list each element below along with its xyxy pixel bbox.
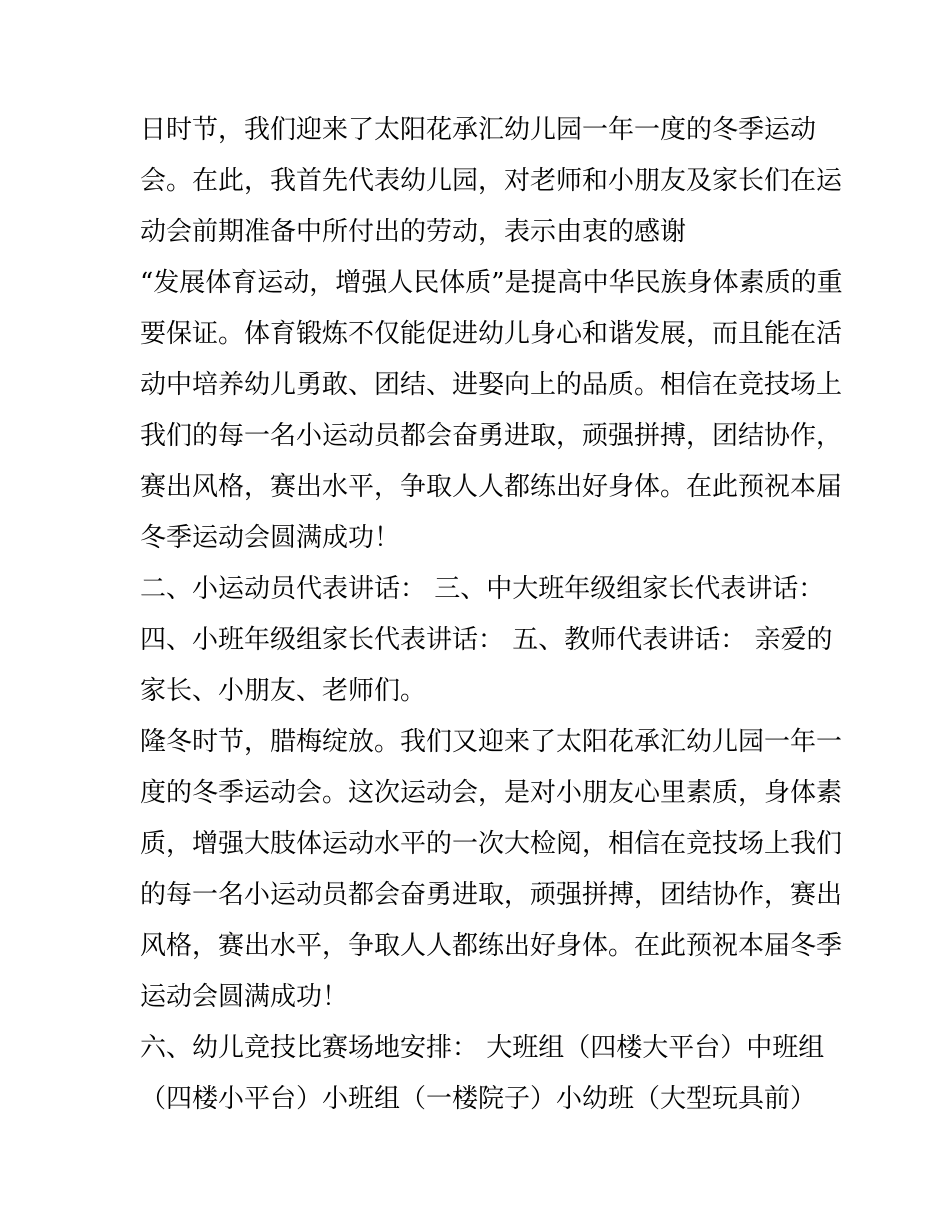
text-line: 我们的每一名小运动员都会奋勇进取，顽强拼搏，团结协作， (140, 421, 843, 451)
text-line: 六、幼儿竞技比赛场地安排： 大班组（四楼大平台）中班组 (140, 1033, 825, 1063)
text-line: 度的冬季运动会。这次运动会，是对小朋友心里素质，身体素 (140, 778, 843, 808)
text-line: 会。在此，我首先代表幼儿园，对老师和小朋友及家长们在运 (140, 166, 843, 196)
text-line: 风格，赛出水平，争取人人都练出好身体。在此预祝本届冬季 (140, 931, 843, 961)
text-line: 家长、小朋友、老师们。 (140, 676, 427, 706)
text-line: 冬季运动会圆满成功！ (140, 523, 401, 553)
text-line: 的每一名小运动员都会奋勇进取，顽强拼搏，团结协作，赛出 (140, 880, 843, 910)
text-line: 隆冬时节，腊梅绽放。我们又迎来了太阳花承汇幼儿园一年一 (140, 727, 843, 757)
text-line: 要保证。体育锻炼不仅能促进幼儿身心和谐发展，而且能在活 (140, 319, 843, 349)
text-line: “发展体育运动，增强人民体质”是提高中华民族身体素质的重 (140, 268, 843, 298)
text-line: 二、小运动员代表讲话： 三、中大班年级组家长代表讲话： (140, 574, 825, 604)
text-line: 日时节，我们迎来了太阳花承汇幼儿园一年一度的冬季运动 (140, 115, 817, 145)
text-line: 赛出风格，赛出水平，争取人人都练出好身体。在此预祝本届 (140, 472, 843, 502)
text-line: 运动会圆满成功！ (140, 982, 349, 1012)
text-line: 动中培养幼儿勇敢、团结、进娶向上的品质。相信在竞技场上 (140, 370, 843, 400)
text-line: 质，增强大肢体运动水平的一次大检阅，相信在竞技场上我们 (140, 829, 843, 859)
text-line: （四楼小平台）小班组（一楼院子）小幼班（大型玩具前） (140, 1084, 817, 1114)
document-body (140, 105, 843, 1125)
text-line: 四、小班年级组家长代表讲话： 五、教师代表讲话： 亲爱的 (140, 625, 833, 655)
text-line: 动会前期准备中所付出的劳动，表示由衷的感谢 (140, 217, 687, 247)
